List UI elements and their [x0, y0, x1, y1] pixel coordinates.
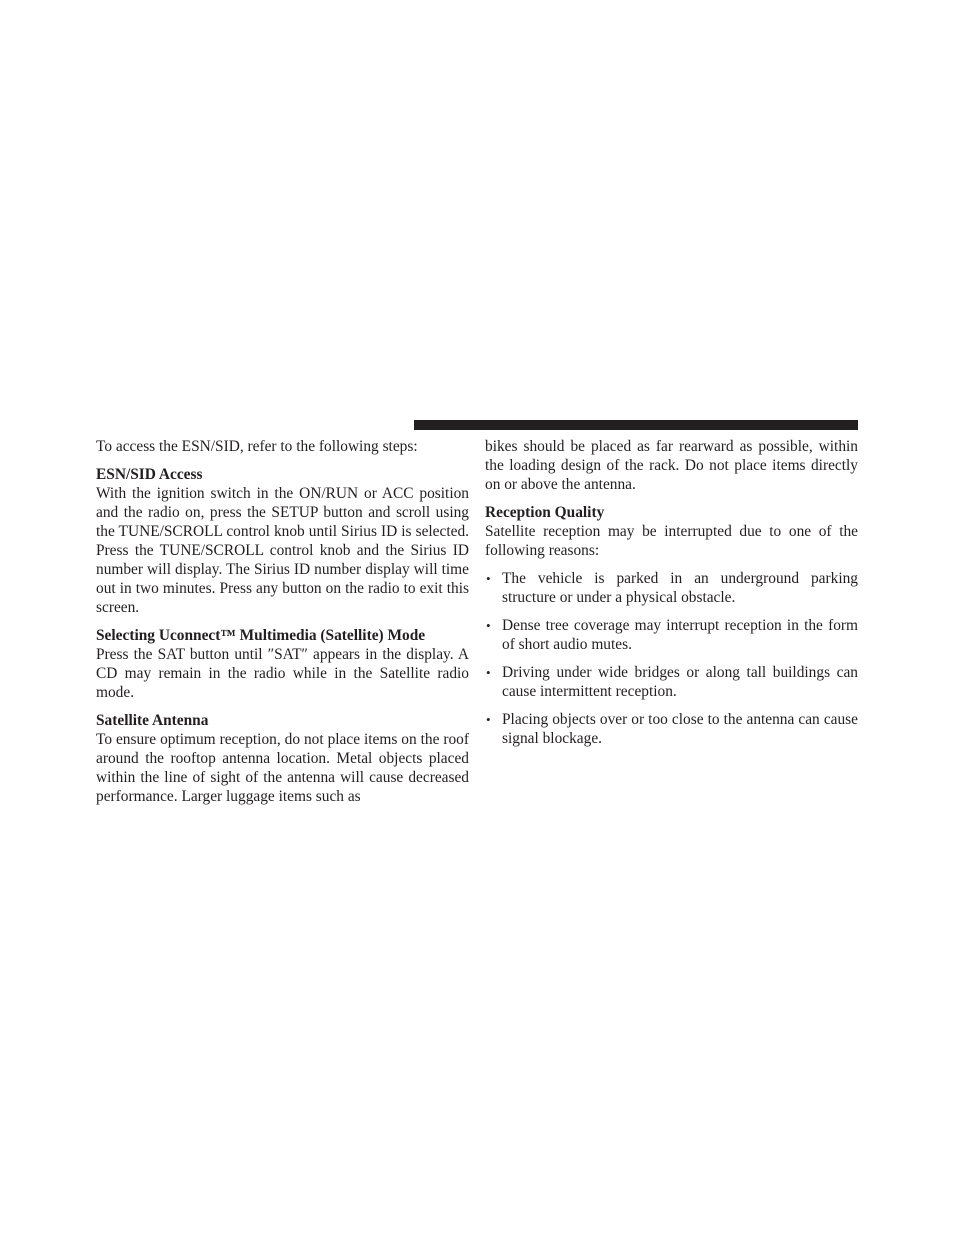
antenna-continuation-paragraph: bikes should be placed as far rearward as possible, within the loading design of the rack. Do not place items directly on or above the antenna. [485, 438, 858, 493]
left-column [96, 437, 469, 815]
list-item [485, 710, 858, 748]
right-column [485, 437, 858, 748]
satellite-antenna-body: To ensure optimum reception, do not place items on the roof around the rooftop antenna location. Metal objects placed within the line of sight of the antenna will cause decreased performance. Larger luggage items such as [96, 731, 469, 805]
reception-quality-heading: Reception Quality [485, 504, 605, 521]
list-item-text: Driving under wide bridges or along tall buildings can cause intermittent reception. [502, 664, 858, 700]
intro-paragraph: To access the ESN/SID, refer to the following steps: [96, 438, 418, 455]
esn-sid-body: With the ignition switch in the ON/RUN or ACC position and the radio on, press the SETUP button and scroll using the TUNE/SCROLL control knob until Sirius ID is selected. Press the TUNE/SCROLL control knob and the Sirius ID number will display. The Sirius ID number display will time out in two minutes. Press any button on the radio to exit this screen. [96, 485, 469, 616]
reception-quality-body: Satellite reception may be interrupted due to one of the following reasons: [485, 523, 858, 559]
satellite-antenna-heading: Satellite Antenna [96, 712, 209, 729]
reception-reasons-list [485, 569, 858, 748]
satellite-mode-section [96, 626, 469, 702]
bullet-icon: • [486, 618, 491, 633]
list-item-text: The vehicle is parked in an underground parking structure or under a physical obstacle. [502, 570, 858, 606]
list-item [485, 663, 858, 701]
bullet-icon: • [486, 712, 491, 727]
section-header-bar [414, 420, 858, 430]
list-item [485, 616, 858, 654]
satellite-antenna-section [96, 711, 469, 806]
bullet-icon: • [486, 571, 491, 586]
reception-quality-section [485, 503, 858, 748]
bullet-icon: • [486, 665, 491, 680]
list-item-text: Dense tree coverage may interrupt reception in the form of short audio mutes. [502, 617, 858, 653]
list-item-text: Placing objects over or too close to the antenna can cause signal blockage. [502, 711, 858, 747]
esn-sid-section [96, 465, 469, 617]
satellite-mode-body: Press the SAT button until ″SAT″ appears in the display. A CD may remain in the radio while in the Satellite radio mode. [96, 646, 469, 701]
list-item [485, 569, 858, 607]
esn-sid-heading: ESN/SID Access [96, 466, 203, 483]
satellite-mode-heading: Selecting Uconnect™ Multimedia (Satellite) Mode [96, 627, 426, 644]
